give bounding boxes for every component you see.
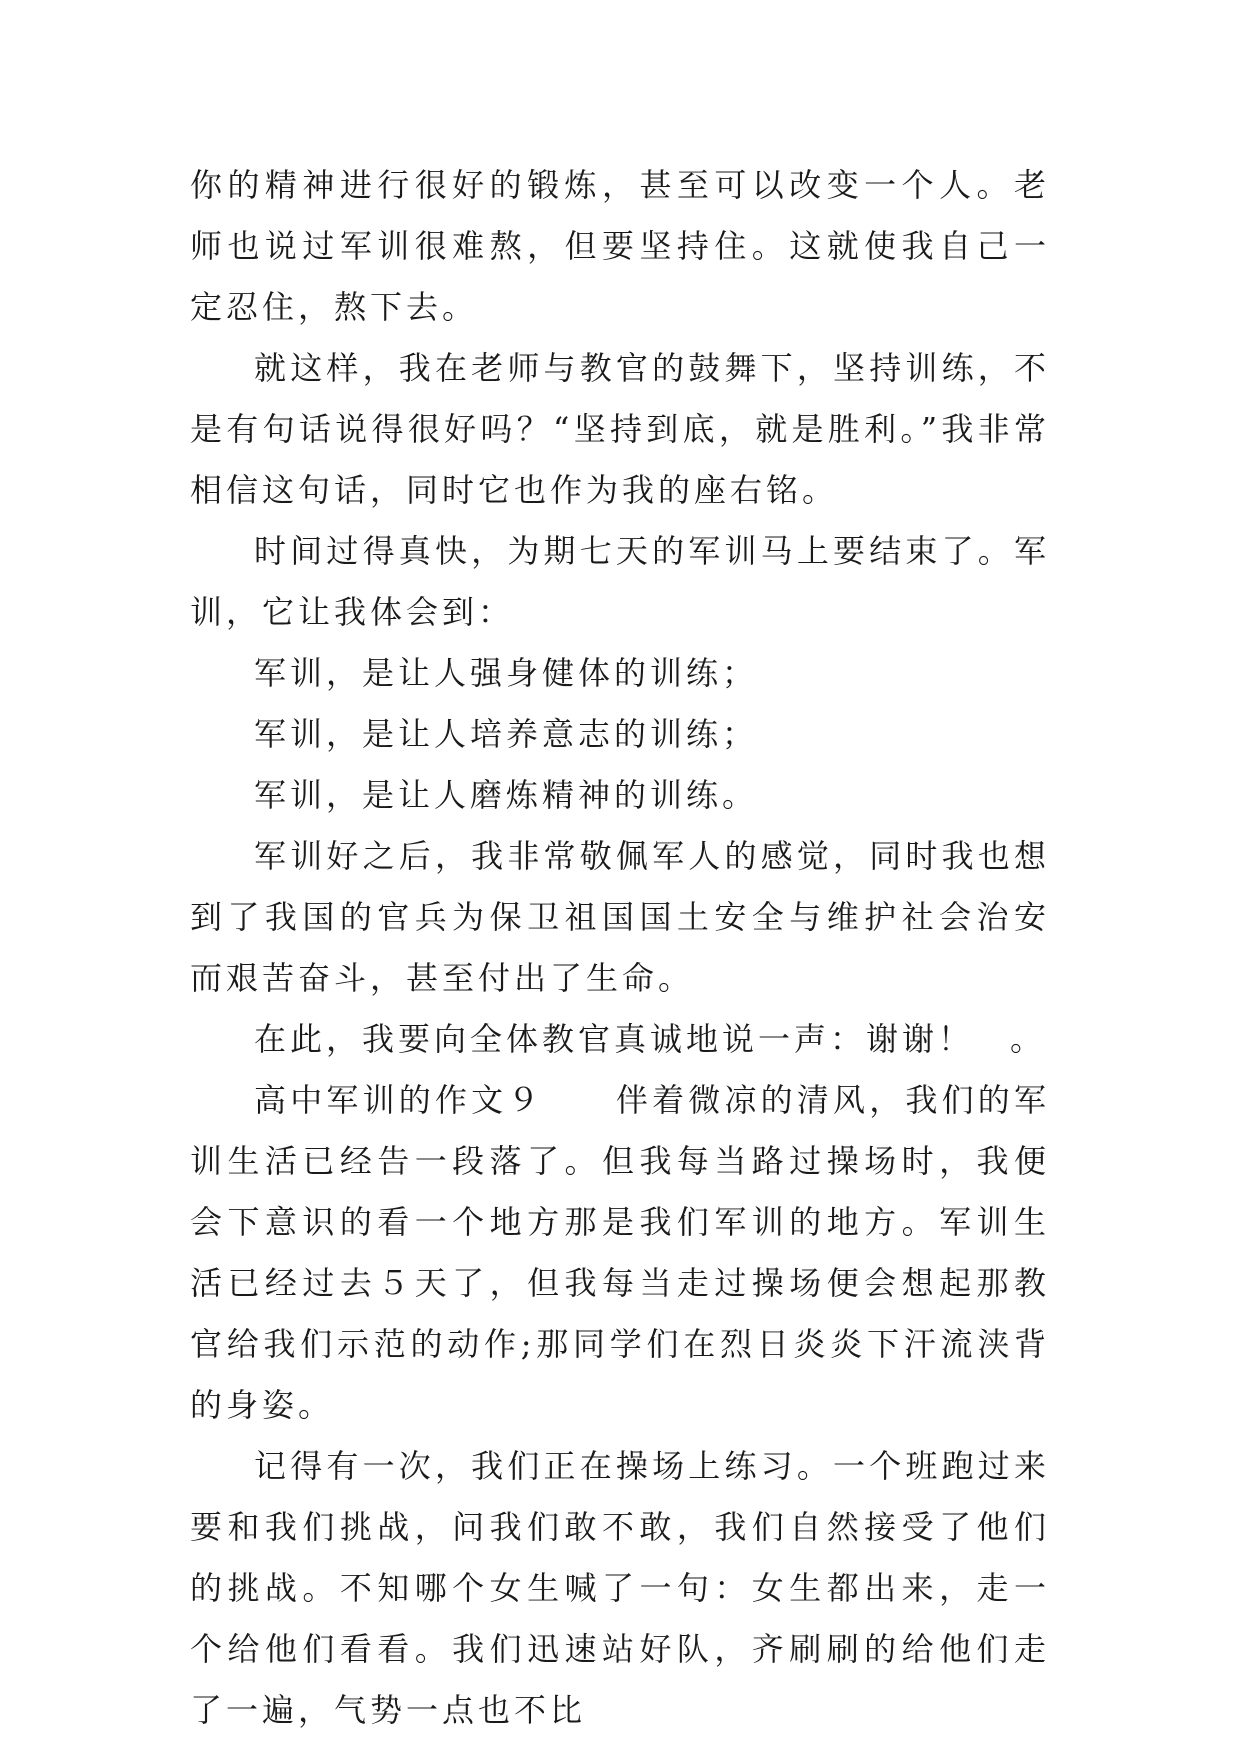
paragraph-1: 你的精神进行很好的锻炼，甚至可以改变一个人。老师也说过军训很难熬，但要坚持住。这就使我自己一定忍住，熬下去。	[190, 166, 1050, 326]
paragraph-5: 军训，是让人培养意志的训练；	[254, 715, 759, 753]
document-body	[190, 155, 1050, 1741]
paragraph-6: 军训，是让人磨炼精神的训练。	[254, 776, 759, 814]
paragraph-2: 就这样，我在老师与教官的鼓舞下，坚持训练，不是有句话说得很好吗？“坚持到底，就是胜利。”我非常相信这句话，同时它也作为我的座右铭。	[190, 349, 1050, 509]
paragraph-8: 在此，我要向全体教官真诚地说一声：谢谢！ 。	[254, 1020, 1047, 1058]
paragraph-9: 高中军训的作文９ 伴着微凉的清风，我们的军训生活已经告一段落了。但我每当路过操场时，我便会下意识的看一个地方那是我们军训的地方。军训生活已经过去５天了，但我每当走过操场便会想起那教官给我们示范的动作;那同学们在烈日炎炎下汗流浃背的身姿。	[190, 1081, 1050, 1424]
paragraph-10: 记得有一次，我们正在操场上练习。一个班跑过来要和我们挑战，问我们敢不敢，我们自然接受了他们的挑战。不知哪个女生喊了一句：女生都出来，走一个给他们看看。我们迅速站好队，齐刷刷的给他们走了一遍，气势一点也不比	[190, 1447, 1050, 1729]
paragraph-3: 时间过得真快，为期七天的军训马上要结束了。军训，它让我体会到：	[190, 532, 1050, 631]
paragraph-4: 军训，是让人强身健体的训练；	[254, 654, 759, 692]
paragraph-7: 军训好之后，我非常敬佩军人的感觉，同时我也想到了我国的官兵为保卫祖国国土安全与维护社会治安而艰苦奋斗，甚至付出了生命。	[190, 837, 1050, 997]
